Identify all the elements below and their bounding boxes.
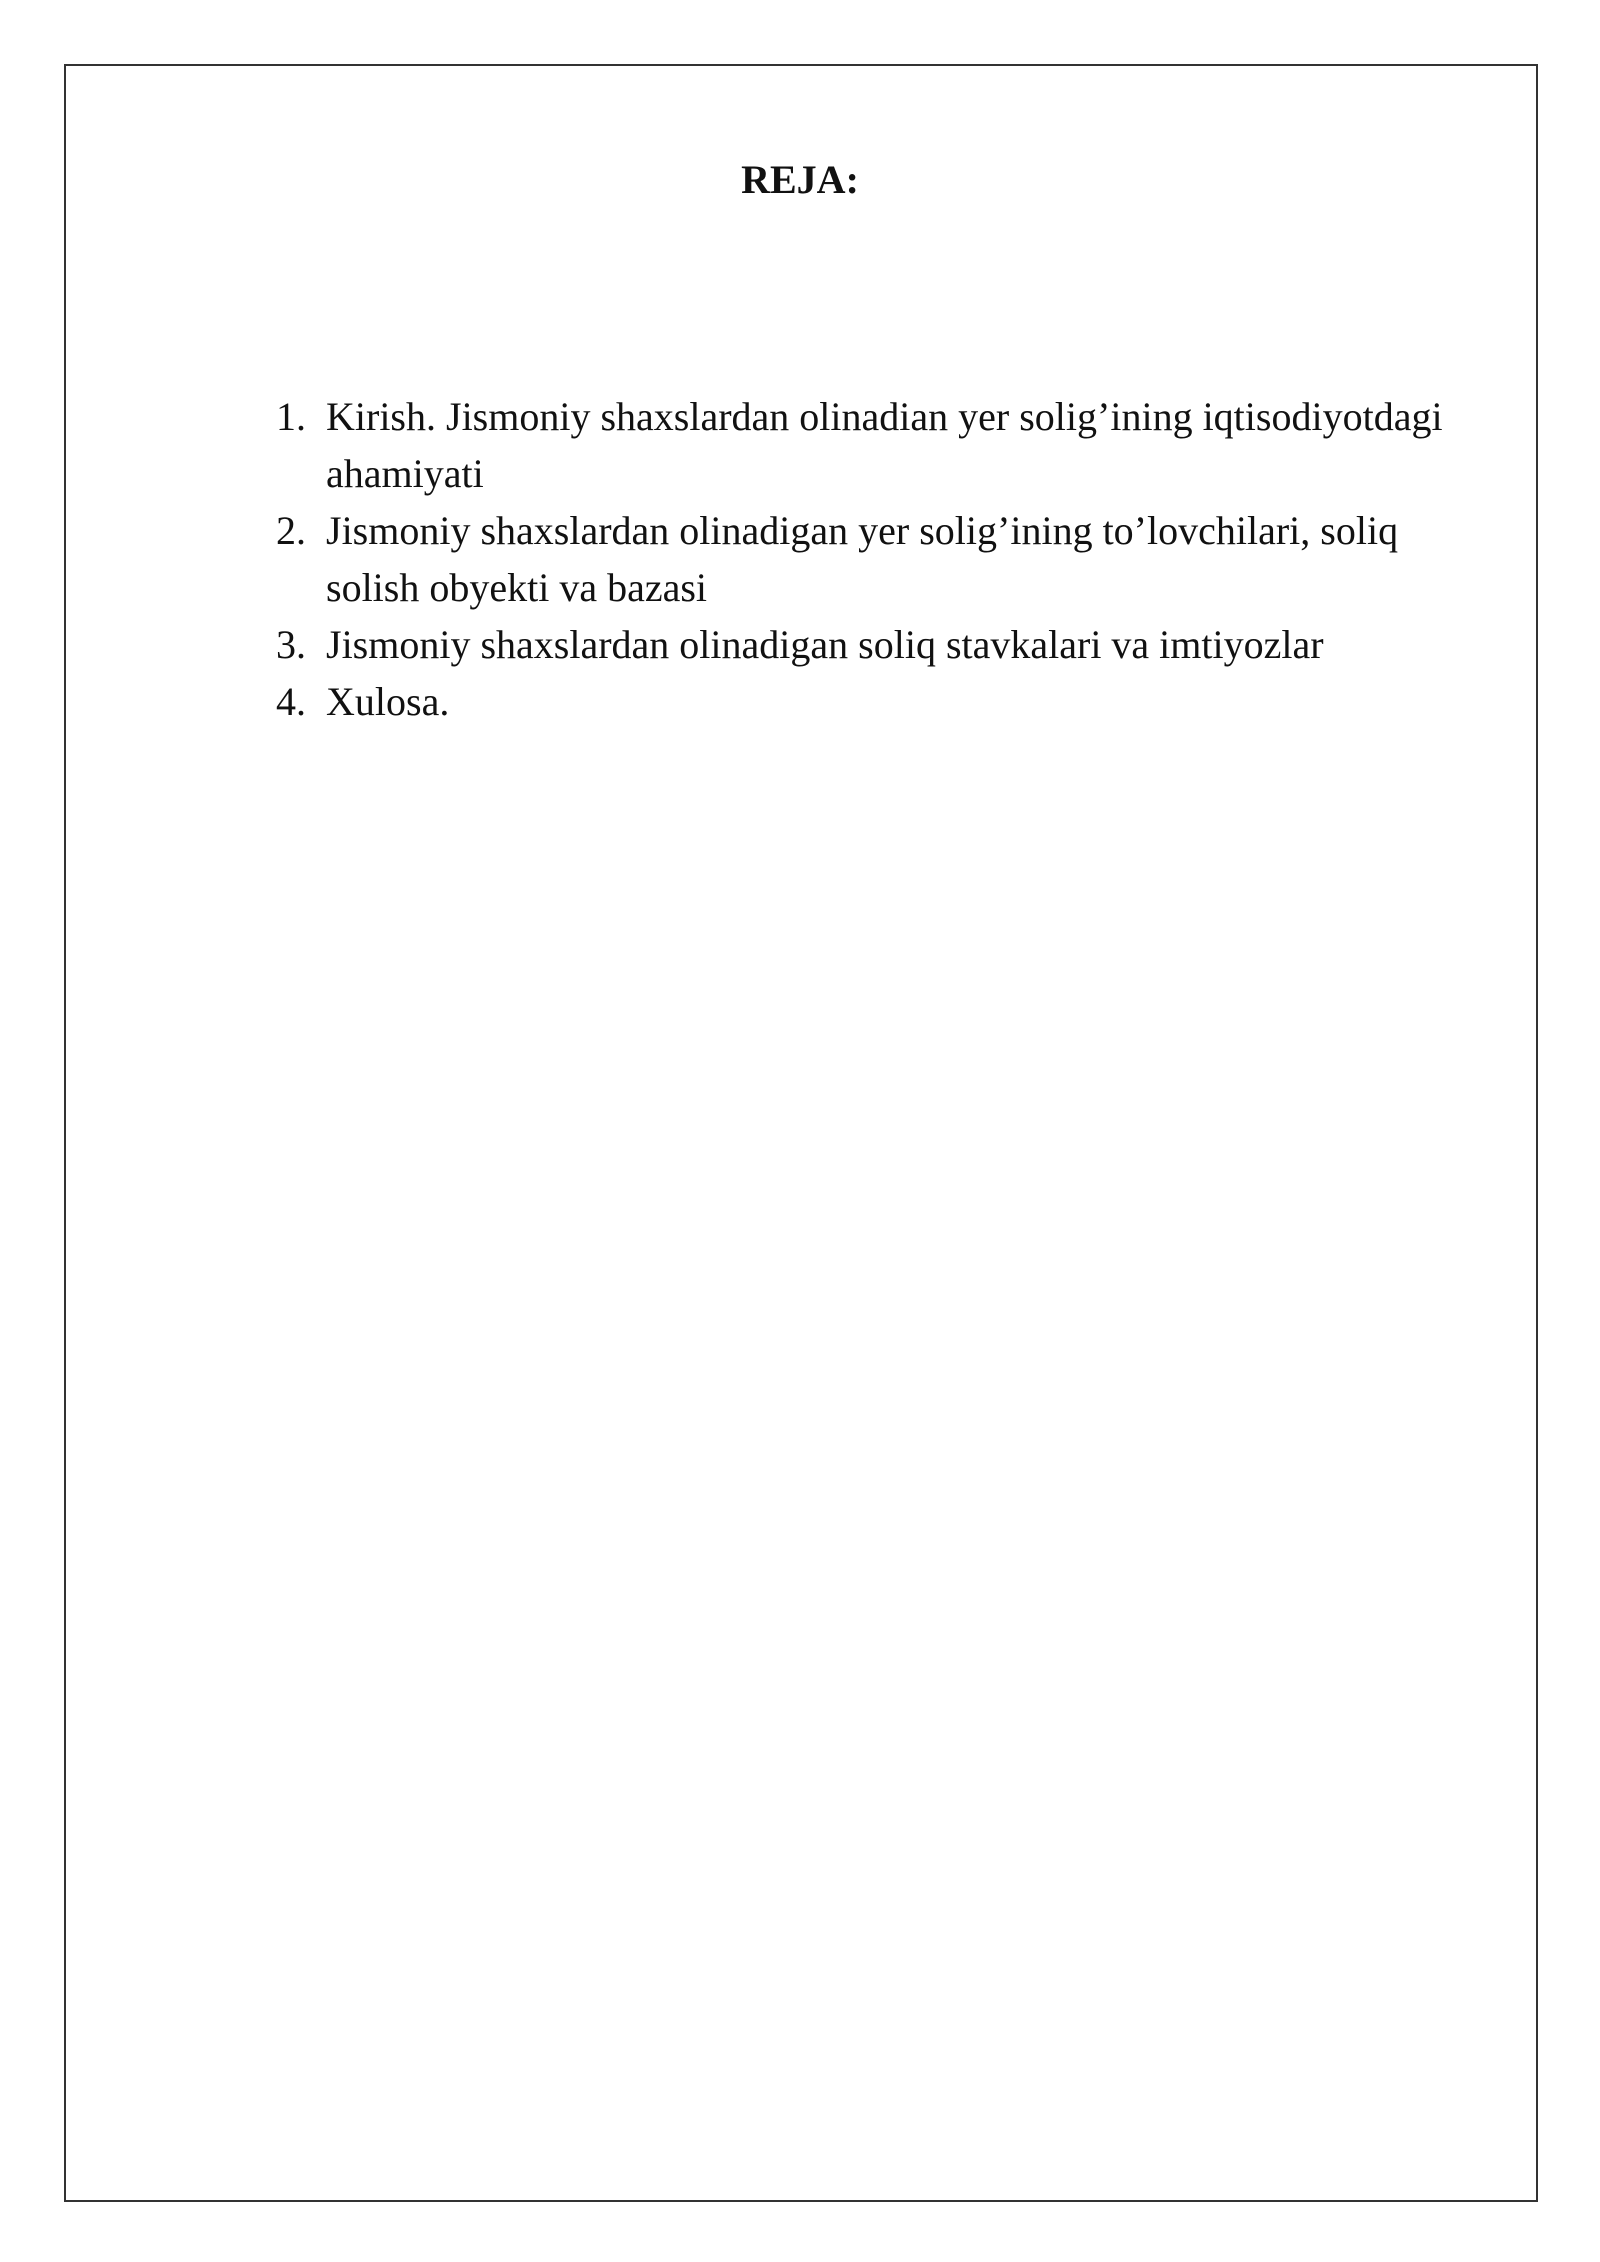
plan-item-number: 3. [276,622,306,667]
plan-item-number: 1. [276,394,306,439]
page-title: REJA: [741,157,859,202]
plan-item-text: Xulosa. [326,679,450,724]
plan-item-number: 4. [276,679,306,724]
plan-item-2 [270,502,1490,616]
page-border [64,64,1538,2202]
plan-item-text: Jismoniy shaxslardan olinadigan soliq stavkalari va imtiyozlar [326,622,1324,667]
plan-item-3 [270,616,1490,673]
plan-item-text: Kirish. Jismoniy shaxslardan olinadian yer solig’ining iqtisodiyotdagi ahamiyati [326,394,1443,496]
plan-list [270,388,1490,730]
plan-item-text: Jismoniy shaxslardan olinadigan yer solig’ining to’lovchilari, soliq solish obyekti va bazasi [326,508,1399,610]
plan-item-number: 2. [276,508,306,553]
plan-item-1 [270,388,1490,502]
plan-item-4 [270,673,1490,730]
